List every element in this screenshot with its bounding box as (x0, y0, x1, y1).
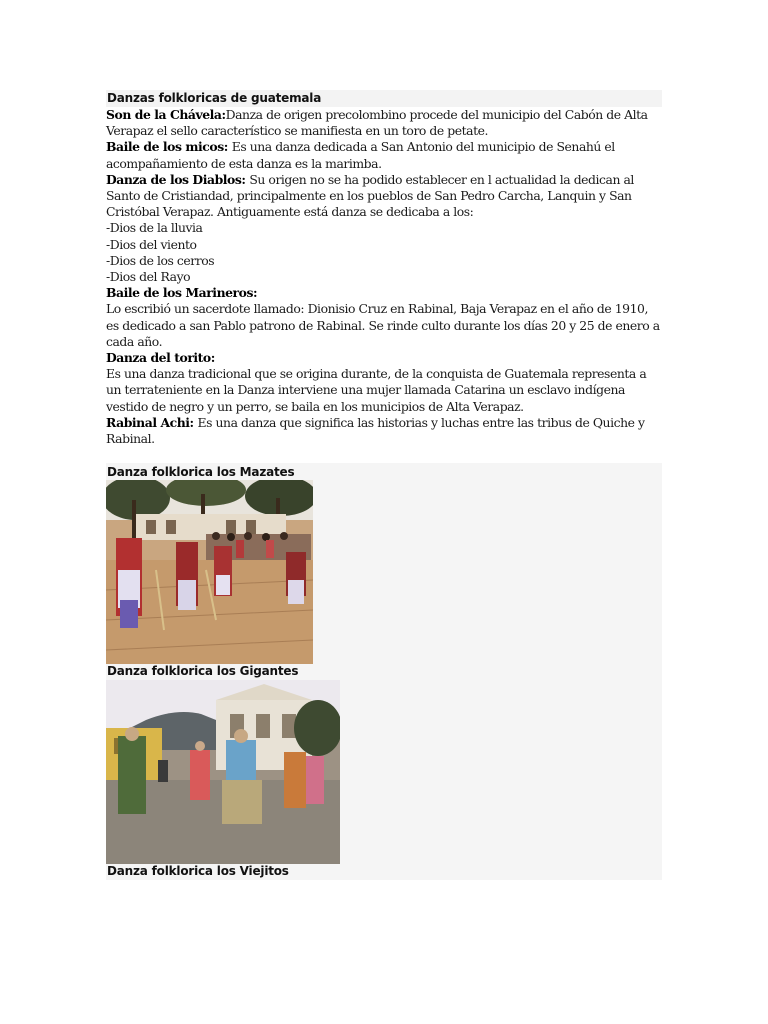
photo-mazates (106, 480, 313, 664)
entry-marineros-text: Lo escribió un sacerdote llamado: Dionisio Cruz en Rabinal, Baja Verapaz en el año de 1910, es dedicado a san Pablo patrono de Rabinal. Se rinde culto durante los días 20 y 25 de enero a cada año. (106, 301, 660, 349)
caption-gigantes: Danza folklorica los Gigantes (107, 664, 299, 678)
entry-torito-text: Es una danza tradicional que se origina durante, de la conquista de Guatemala representa a un terrateniente en la Danza interviene una mujer llamada Catarina un esclavo indígena vestido de negro y un perro, se baila en los municipios de Alta Verapaz. (106, 366, 647, 414)
entry-name: Rabinal Achi (106, 414, 190, 430)
photo-gigantes (106, 680, 340, 864)
list-item: -Dios del viento (106, 236, 197, 252)
caption-mazates: Danza folklorica los Mazates (107, 465, 295, 479)
entry-separator: : (241, 171, 250, 187)
entry-baile-de-los-micos (106, 139, 662, 171)
entry-name: Son de la Chávela (106, 107, 222, 122)
entry-son-de-la-chavela (106, 107, 662, 139)
entry-rabinal-achi (106, 415, 662, 447)
entry-separator: : (189, 414, 198, 430)
entry-name: Baile de los Marineros (106, 285, 253, 301)
entry-marineros-heading (106, 285, 662, 301)
entry-separator: : (210, 350, 215, 366)
entry-text: Es una danza dedicada a San Antonio del municipio de Senahú el acompañamiento de esta danza es la marimba. (106, 139, 615, 171)
entry-name: Danza del torito (106, 350, 211, 366)
list-item: -Dios de los cerros (106, 252, 215, 268)
entry-separator: : (252, 285, 258, 301)
entry-danza-de-los-diablos (106, 172, 662, 221)
list-item: -Dios de la lluvia (106, 220, 203, 236)
document-body (106, 107, 662, 447)
entry-separator: : (223, 139, 232, 155)
entry-separator: : (221, 107, 226, 122)
entry-text: Danza de origen precolombino procede del municipio del Cabón de Alta Verapaz el sello característico se manifiesta en un toro de petate. (106, 107, 648, 139)
entry-text: Es una danza que significa las historias y luchas entre las tribus de Quiche y Rabinal. (106, 414, 645, 447)
entry-name: Danza de los Diablos (106, 171, 242, 187)
photo-gallery (106, 463, 662, 880)
caption-viejitos: Danza folklorica los Viejitos (107, 864, 289, 878)
entry-text: Su origen no se ha podido establecer en l actualidad la dedican al Santo de Cristiandad, principalmente en los pueblos de San Pedro Carcha, Lanquin y San Cristóbal Verapaz. Antiguamente está danza se dedicaba a los: (106, 171, 634, 220)
entry-name: Baile de los micos (106, 139, 224, 155)
document-title: Danzas folkloricas de guatemala (106, 90, 662, 107)
document-content (106, 90, 662, 447)
entry-torito-heading (106, 350, 662, 366)
list-item: -Dios del Rayo (106, 269, 191, 285)
